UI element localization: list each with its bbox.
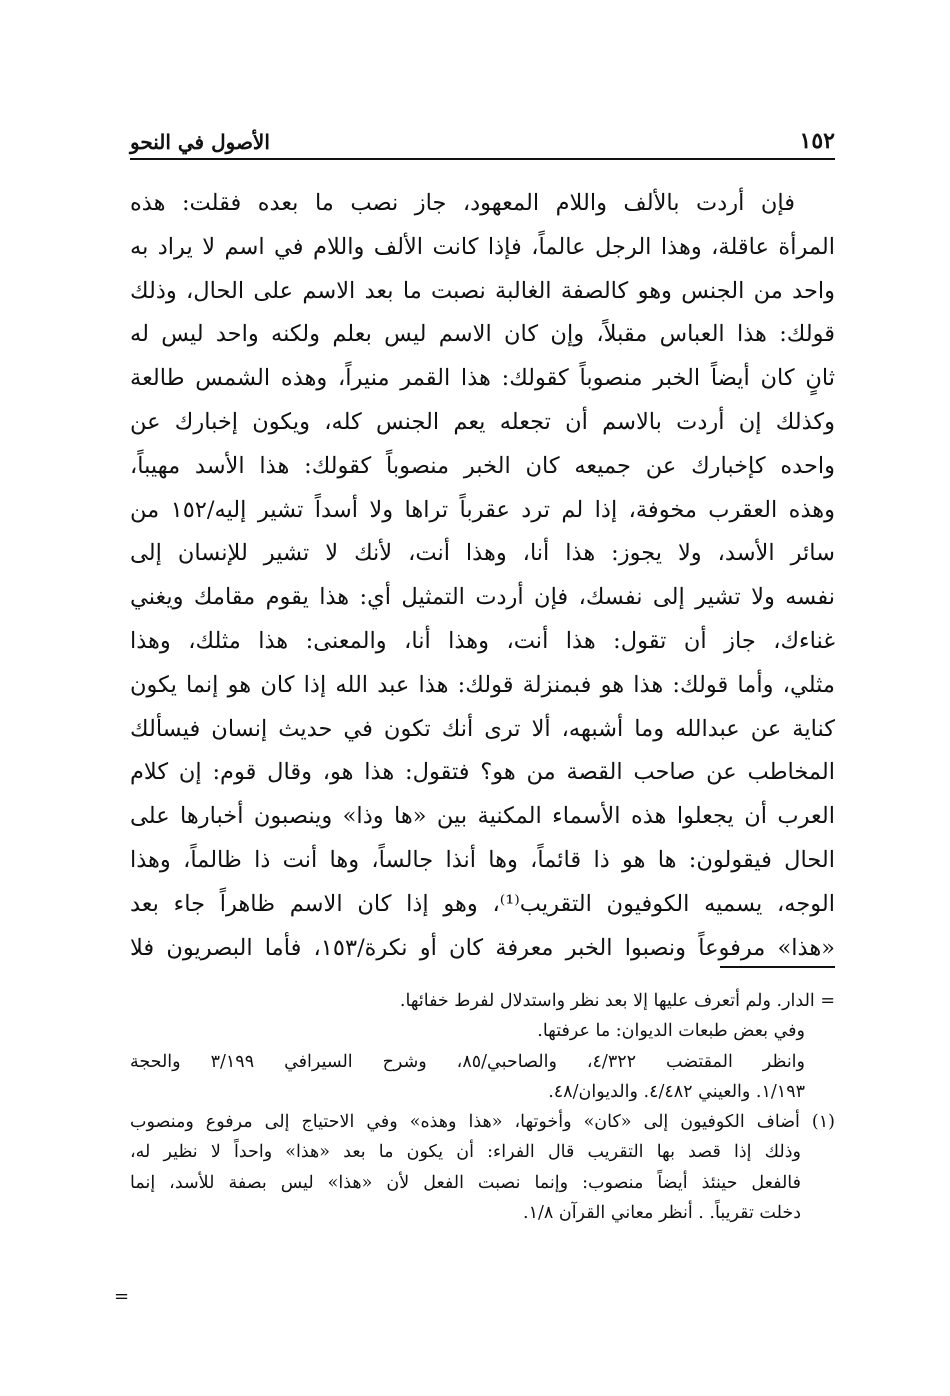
body-line: سائر الأسد، ولا يجوز: هذا أنا، وهذا أنت، لأنك لا تشير للإنسان إلى	[130, 540, 835, 567]
body-line: العرب أن يجعلوا هذه الأسماء المكنية بين «ها وذا» وينصبون أخبارها على	[130, 803, 835, 830]
body-line: غناءك، جاز أن تقول: هذا أنت، وهذا أنا، والمعنى: هذا مثلك، وهذا	[130, 627, 835, 654]
body-line: المرأة عاقلة، وهذا الرجل عالماً، فإذا كانت الألف واللام في اسم لا يراد به	[130, 233, 835, 260]
body-line: وكذلك إن أردت بالاسم أن تجعله يعم الجنس كله، ويكون إخبارك عن	[130, 408, 835, 435]
footnote-line: وانظر المقتضب ٤/٣٢٢، والصاحبي/٨٥، وشرح السيرافي ٣/١٩٩ والحجة	[130, 1051, 805, 1072]
footnote-1-line: دخلت تقريباً. . أنظر معاني القرآن ١/٨.	[523, 1203, 801, 1224]
running-header	[130, 118, 835, 160]
footnote-separator	[720, 966, 835, 968]
footnote-line: = الدار. ولم أتعرف عليها إلا بعد نظر واستدلال لفرط خفائها.	[399, 991, 835, 1011]
footnote-1-line: وذلك إذا قصد بها التقريب قال الفراء: أن يكون ما بعد «هذا» واحداً لا نظير له،	[130, 1142, 801, 1163]
book-title: الأصول في النحو	[130, 130, 270, 154]
body-text	[130, 182, 835, 970]
body-line: «هذا» مرفوعاً ونصبوا الخبر معرفة كان أو نكرة/١٥٣، فأما البصريون فلا	[130, 934, 835, 961]
body-line: واحده كإخبارك عن جميعه كان الخبر منصوباً كقولك: هذا الأسد مهيباً،	[130, 452, 835, 479]
body-line: الحال فيقولون: ها هو ذا قائماً، وها أنذا جالساً، وها أنت ذا ظالماً، وهذا	[130, 846, 835, 873]
footnote-1-line: (١) أضاف الكوفيون إلى «كان» وأخوتها، «هذا وهذه» وفي الاحتياج إلى مرفوع ومنصوب	[130, 1112, 835, 1133]
page	[130, 118, 835, 1224]
body-line: واحد من الجنس وهو كالصفة الغالبة نصبت ما بعد الاسم على الحال، وذلك	[130, 277, 835, 304]
body-line: فإن أردت بالألف واللام المعهود، جاز نصب ما بعده فقلت: هذه	[130, 190, 795, 216]
footnote-line: وفي بعض طبعات الديوان: ما عرفتها.	[537, 1021, 805, 1042]
footnotes	[130, 986, 835, 1228]
footnote-1-line: فالفعل حينئذ أيضاً منصوب: وإنما نصبت الفعل لأن «هذا» ليس بصفة للأسد، إنما	[130, 1172, 801, 1193]
footnote-line: ١/١٩٣. والعيني ٤/٤٨٢. والديوان/٤٨.	[548, 1081, 805, 1102]
body-line: نفسه ولا تشير إلى نفسك، فإن أردت التمثيل أي: هذا يقوم مقامك ويغني	[130, 584, 835, 611]
body-line: قولك: هذا العباس مقبلاً، وإن كان الاسم ليس بعلم ولكنه واحد ليس له	[130, 321, 835, 348]
continuation-mark: =	[114, 1286, 130, 1307]
body-line: كناية عن عبدالله وما أشبهه، ألا ترى أنك تكون في حديث إنسان فيسألك	[130, 715, 835, 742]
body-line: مثلي، وأما قولك: هذا هو فبمنزلة قولك: هذا عبد الله إذا كان هو إنما يكون	[130, 671, 835, 698]
body-line: وهذه العقرب مخوفة، إذا لم ترد عقرباً تراها ولا أسداً تشير إليه/١٥٢ من	[130, 496, 835, 523]
body-line: الوجه، يسميه الكوفيون التقريب⁽¹⁾، وهو إذا كان الاسم ظاهراً جاء بعد	[130, 890, 835, 917]
body-line: المخاطب عن صاحب القصة من هو؟ فتقول: هذا هو، وقال قوم: إن كلام	[130, 759, 835, 786]
body-line: ثانٍ كان أيضاً الخبر منصوباً كقولك: هذا القمر منيراً، وهذه الشمس طالعة	[130, 365, 835, 392]
page-number: ١٥٢	[799, 128, 835, 154]
